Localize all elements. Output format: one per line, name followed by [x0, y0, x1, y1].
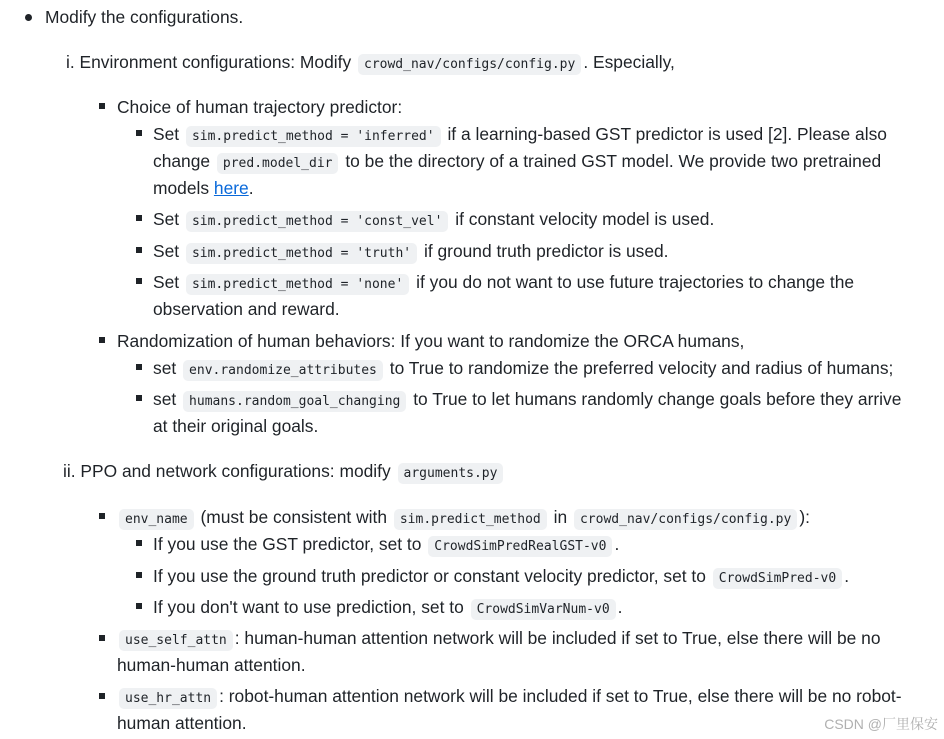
list-item-modify-configs: Modify the configurations. [45, 7, 244, 27]
list-item-ground-truth: If you use the ground truth predictor or constant velocity predictor, set to CrowdSimPred-v0 . [153, 564, 849, 591]
bullet-square [136, 364, 142, 370]
list-item-hr-attn-line2: human attention. [117, 713, 247, 733]
list-item-self-attn-line2: human-human attention. [117, 655, 306, 675]
watermark: CSDN @厂里保安 [824, 716, 938, 732]
code-env-varnum: CrowdSimVarNum-v0 [471, 599, 616, 620]
list-item-randomization: Randomization of human behaviors: If you want to randomize the ORCA humans, [117, 331, 745, 351]
code-config-path: crowd_nav/configs/config.py [358, 54, 581, 75]
list-item-none-line2: observation and reward. [153, 299, 340, 319]
code-env-gst: CrowdSimPredRealGST-v0 [428, 536, 612, 557]
code-env-pred: CrowdSimPred-v0 [713, 568, 842, 589]
list-item-random-goal-line2: at their original goals. [153, 416, 319, 436]
list-item-inferred-line2: change pred.model_dir to be the directory of a trained GST model. We provide two pretrained [153, 149, 881, 176]
list-item-self-attn: use_self_attn : human-human attention network will be included if set to True, else there will be no [117, 626, 881, 653]
bullet-square [99, 693, 105, 699]
list-item-inferred-line3: models here. [153, 178, 254, 198]
bullet-square [99, 337, 105, 343]
list-item-gst: If you use the GST predictor, set to CrowdSimPredRealGST-v0 . [153, 532, 619, 559]
list-item-const-vel: Set sim.predict_method = 'const_vel' if constant velocity model is used. [153, 207, 714, 234]
code-use-self-attn: use_self_attn [119, 630, 233, 651]
list-item-hr-attn: use_hr_attn : robot-human attention network will be included if set to True, else there will be no robot- [117, 684, 902, 711]
code-model-dir: pred.model_dir [217, 153, 339, 174]
list-item-truth: Set sim.predict_method = 'truth' if ground truth predictor is used. [153, 239, 669, 266]
code-arguments-file: arguments.py [398, 463, 504, 484]
bullet-square [99, 103, 105, 109]
link-here[interactable]: here [213, 178, 249, 198]
list-item-none: Set sim.predict_method = 'none' if you do not want to use future trajectories to change the [153, 270, 854, 297]
code-randomize-attributes: env.randomize_attributes [183, 360, 383, 381]
code-predict-const-vel: sim.predict_method = 'const_vel' [186, 211, 448, 232]
bullet-square [136, 278, 142, 284]
bullet-square [136, 215, 142, 221]
list-item-no-prediction: If you don't want to use prediction, set to CrowdSimVarNum-v0 . [153, 595, 623, 622]
bullet-square [136, 395, 142, 401]
code-predict-none: sim.predict_method = 'none' [186, 274, 409, 295]
code-predict-inferred: sim.predict_method = 'inferred' [186, 126, 441, 147]
code-sim-predict-method: sim.predict_method [394, 509, 547, 530]
code-predict-truth: sim.predict_method = 'truth' [186, 243, 417, 264]
bullet-square [99, 635, 105, 641]
section-ppo-configs: ii. PPO and network configurations: modify arguments.py [63, 459, 505, 486]
bullet-square [136, 130, 142, 136]
code-random-goal-changing: humans.random_goal_changing [183, 391, 406, 412]
list-item-randomize-attributes: set env.randomize_attributes to True to randomize the preferred velocity and radius of humans; [153, 356, 893, 383]
bullet-square [136, 603, 142, 609]
code-use-hr-attn: use_hr_attn [119, 688, 217, 709]
list-item-random-goal: set humans.random_goal_changing to True to let humans randomly change goals before they arrive [153, 387, 901, 414]
bullet-square [136, 572, 142, 578]
list-item-env-name: env_name (must be consistent with sim.predict_method in crowd_nav/configs/config.py ): [117, 505, 810, 532]
list-item-choice-predictor: Choice of human trajectory predictor: [117, 97, 403, 117]
section-env-configs: i. Environment configurations: Modify crowd_nav/configs/config.py . Especially, [66, 50, 675, 77]
list-item-inferred: Set sim.predict_method = 'inferred' if a learning-based GST predictor is used [2]. Please also [153, 122, 887, 149]
bullet-square [136, 540, 142, 546]
code-env-name: env_name [119, 509, 194, 530]
bullet-square [136, 247, 142, 253]
bullet-disc [25, 14, 32, 21]
code-config-path: crowd_nav/configs/config.py [574, 509, 797, 530]
bullet-square [99, 513, 105, 519]
